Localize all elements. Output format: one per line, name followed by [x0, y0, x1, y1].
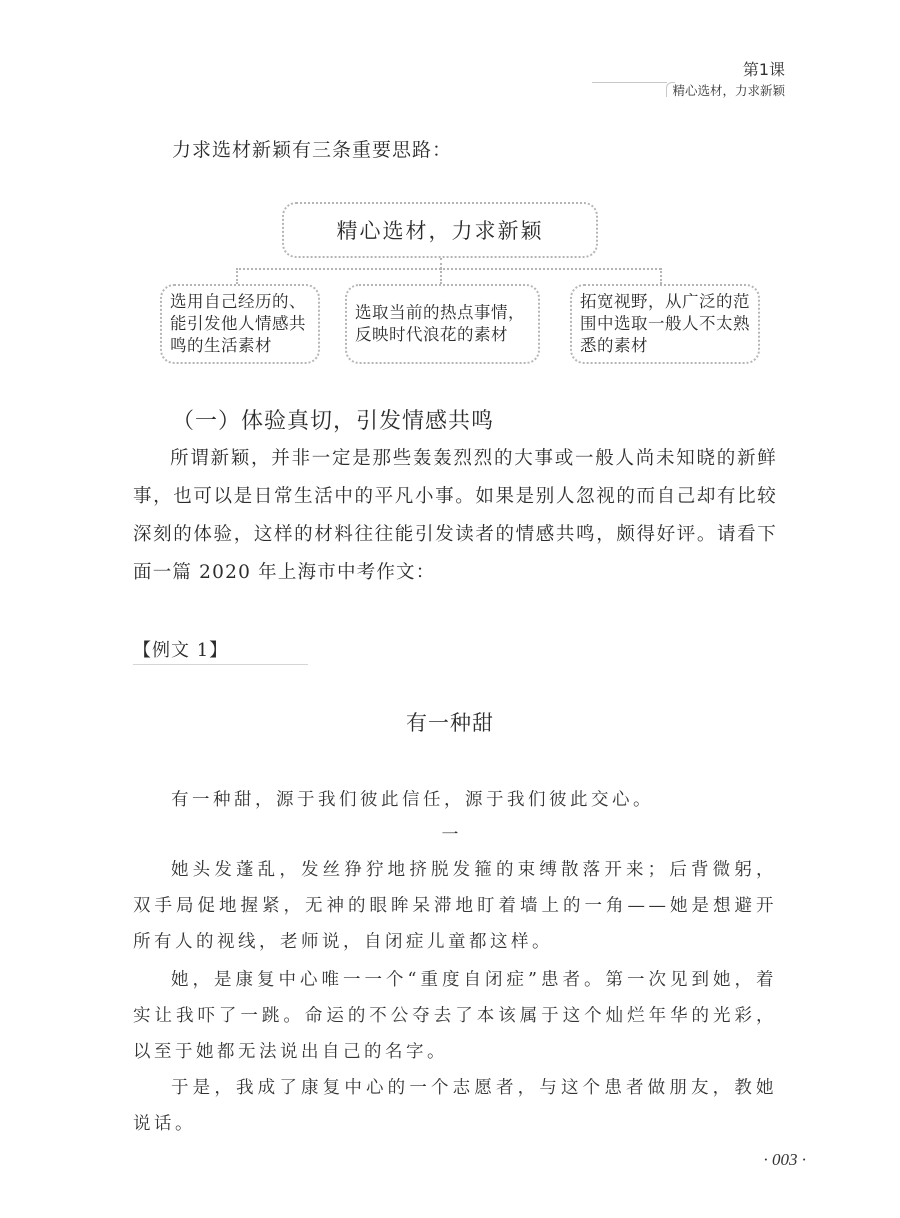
lesson-subtitle: 精心选材，力求新颖: [672, 83, 785, 98]
essay-paragraph: 于是，我成了康复中心的一个志愿者，与这个患者做朋友，教她说话。: [133, 1078, 777, 1134]
connector-horizontal: [236, 268, 661, 270]
header-rule: [592, 82, 667, 83]
essay-title: 有一种甜: [406, 711, 494, 735]
connector-child-1: [236, 268, 238, 284]
intro-text: 力求选材新颖有三条重要思路：: [172, 139, 453, 161]
diagram-root-box: 精心选材，力求新颖: [282, 202, 598, 258]
essay-opening: 有一种甜，源于我们彼此信任，源于我们彼此交心。: [171, 790, 654, 810]
essay-section-marker: 一: [441, 825, 459, 845]
page-number: · 003 ·: [763, 1150, 806, 1169]
example-label: 【例文 1】: [133, 640, 229, 661]
essay-paragraph: 她头发蓬乱，发丝狰狞地挤脱发箍的束缚散落开来；后背微躬，双手局促地握紧，无神的眼眸呆滞地盯着墙上的一角——她是想避开所有人的视线，老师说，自闭症儿童都这样。: [133, 860, 777, 952]
diagram-child-box: 拓宽视野，从广泛的范围中选取一般人不太熟悉的素材: [570, 284, 760, 364]
section-heading: （一）体验真切，引发情感共鸣: [172, 409, 495, 434]
connector-child-2: [440, 268, 442, 284]
connector-child-3: [660, 268, 662, 284]
lesson-number: 第1课: [742, 60, 785, 79]
diagram-child-box: 选取当前的热点事情，反映时代浪花的素材: [345, 284, 540, 364]
essay-paragraph: 她，是康复中心唯一一个“重度自闭症”患者。第一次见到她，着实让我吓了一跳。命运的不公夺去了本该属于这个灿烂年华的光彩，以至于她都无法说出自己的名字。: [133, 970, 777, 1062]
diagram-child-box: 选用自己经历的、能引发他人情感共鸣的生活素材: [160, 284, 320, 364]
header-text: [672, 60, 785, 100]
example-underline: [133, 664, 308, 665]
section-paragraph: 所谓新颖，并非一定是那些轰轰烈烈的大事或一般人尚未知晓的新鲜事，也可以是日常生活中的平凡小事。如果是别人忽视的而自己却有比较深刻的体验，这样的材料往往能引发读者的情感共鸣，颇得好评。请看下面一篇 2020 年上海市中考作文：: [133, 448, 777, 583]
